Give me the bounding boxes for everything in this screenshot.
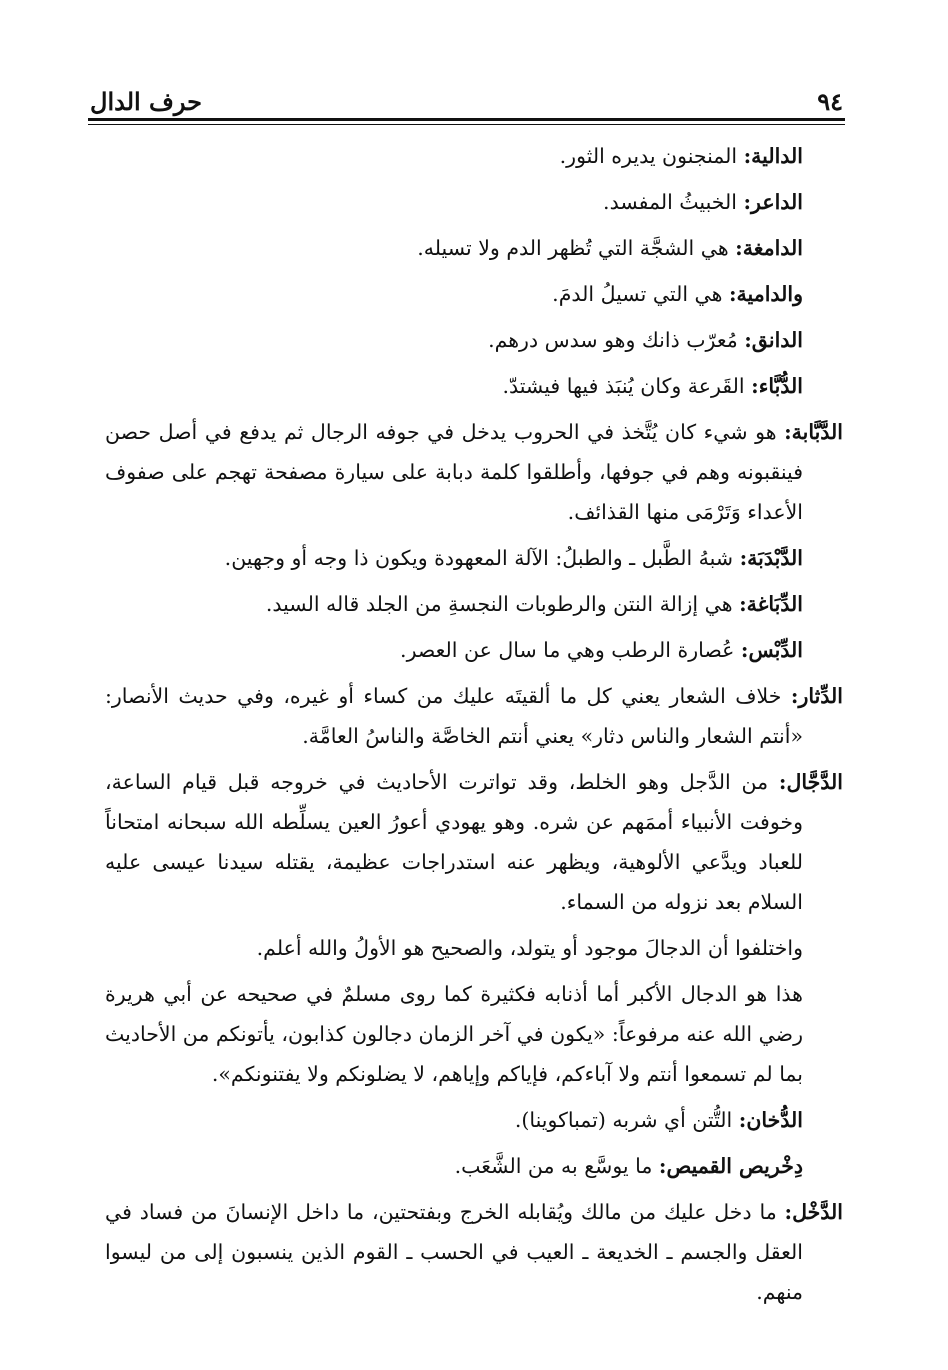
dictionary-entry [105,274,843,314]
dictionary-entry [105,1100,843,1140]
entry-term: الدالية: [743,144,803,168]
dictionary-entry [105,1192,843,1312]
entry-definition: ما دخل عليك من مالك ويُقابله الخرج وبفتحتين، ما داخل الإنسانَ من فساد في العقل والجسم ـ الخديعة ـ العيب في الحسب ـ القوم الذين ينسبون إلى من ليسوا منهم. [105,1200,803,1304]
entry-term: دِخْريص القميص: [658,1154,803,1178]
entry-definition: من الدَّجل وهو الخلط، وقد تواترت الأحاديث في خروجه قبل قيام الساعة، وخوفت الأنبياء أممَهم عن شره. وهو يهودي أعورُ العين يسلِّطه الله سبحانه امتحاناً للعباد ويدَّعي الألوهية، ويظهر عنه استدراجات عظيمة، يقتله سيدنا عيسى عليه السلام بعد نزوله من السماء. [105,770,803,914]
dictionary-entry [105,630,843,670]
dictionary-entry [105,538,843,578]
entry-term: الدُّخان: [738,1108,803,1132]
dictionary-entry [105,412,843,532]
body-paragraph: هذا هو الدجال الأكبر أما أذنابه فكثيرة كما روى مسلمٌ في صحيحه عن أبي هريرة رضي الله عنه مرفوعاً: «يكون في آخر الزمان دجالون كذابون، يأتونكم من الأحاديث بما لم تسمعوا أنتم ولا آباءكم، فإياكم وإياهم، لا يضلونكم ولا يفتنونكم». [105,982,803,1086]
dictionary-entry [105,762,843,922]
page-body [105,136,843,1318]
entry-definition: التُّتن أي شربه (تمباكوينا). [514,1108,739,1132]
body-paragraph: واختلفوا أن الدجالَ موجود أو يتولد، والصحيح هو الأولُ والله أعلم. [256,936,803,960]
entry-term: الدِّثار: [790,684,843,708]
entry-definition: هو شيء كان يُتَّخذ في الحروب يدخل في جوفه الرجال ثم يدفع في أصل حصن فينقبونه وهم في جوفها، وأطلقوا كلمة دبابة على سيارة مصفحة تهجم على صفوف الأعداء وَتَرْمَى منها القذائف. [105,420,803,524]
entry-definition: الخبيثُ المفسد. [603,190,744,214]
page-number: ٩٤ [817,87,843,116]
entry-term: الداعر: [743,190,803,214]
entry-term: الدِّبَاغة: [739,592,803,616]
entry-definition: عُصارة الرطب وهي ما سال عن العصر. [400,638,741,662]
entry-definition: ما يوسَّع به من الشَّعَب. [454,1154,659,1178]
page-header [90,78,843,116]
dictionary-entry [105,676,843,756]
entry-term: الدامغة: [735,236,803,260]
entry-definition: القَرعة وكان يُنبَذ فيها فيشتدّ. [502,374,752,398]
entry-term: والدامية: [728,282,803,306]
entry-definition: مُعرّب ذانك وهو سدس درهم. [488,328,745,352]
dictionary-entry [105,136,843,176]
dictionary-entry [105,320,843,360]
entry-term: الدُّبَّاء: [751,374,803,398]
entry-term: الدَّبْدَبَة: [739,546,803,570]
dictionary-entry [105,182,843,222]
entry-term: الدَّجَّال: [778,770,843,794]
header-rule-thin [88,124,845,125]
entry-definition: هي التي تسيلُ الدمَ. [552,282,729,306]
dictionary-entry [105,366,843,406]
running-title: حرف الدال [90,87,202,116]
entry-definition: شبهُ الطَّبل ـ والطبلُ: الآلة المعهودة ويكون ذا وجه أو وجهين. [224,546,740,570]
dictionary-entry [105,228,843,268]
dictionary-entry [105,584,843,624]
entry-term: الدانق: [744,328,803,352]
entry-term: الدَّخْل: [784,1200,843,1224]
header-rule-thick [88,118,845,121]
entry-term: الدَّبَّابة: [784,420,843,444]
entry-definition: هي الشجَّة التي تُظهر الدم ولا تسيله. [417,236,736,260]
entry-definition: المنجنون يديره الثور. [559,144,744,168]
entry-definition: هي إزالة النتن والرطوبات النجسةِ من الجلد قاله السيد. [265,592,740,616]
entry-term: الدِّبْس: [740,638,803,662]
dictionary-entry [105,1146,843,1186]
entry-definition: خلاف الشعار يعني كل ما ألقيتَه عليك من كساء أو غيره، وفي حديث الأنصار: «أنتم الشعار والناس دثار» يعني أنتم الخاصَّة والناسُ العامَّة. [105,684,803,748]
